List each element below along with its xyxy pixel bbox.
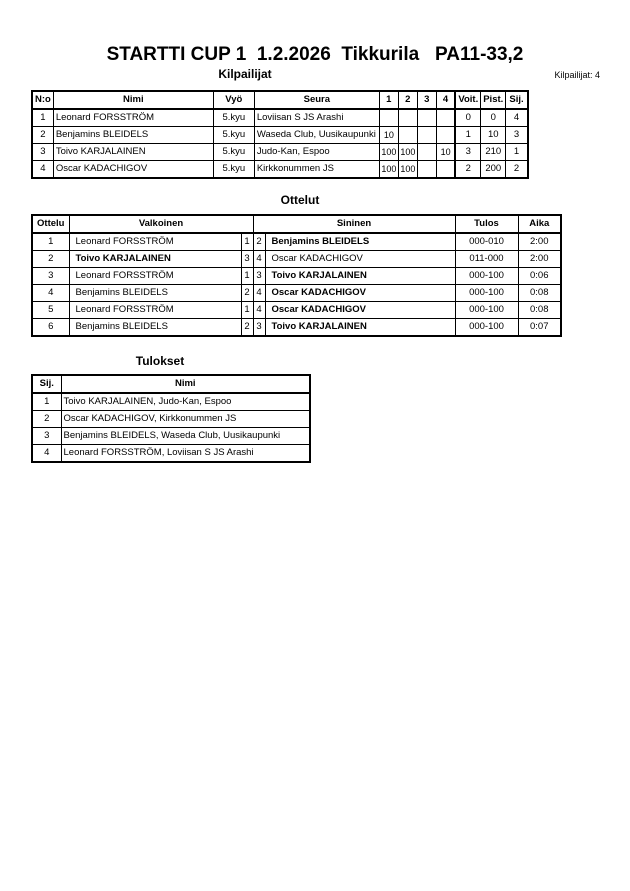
match-white-no: 1	[241, 268, 253, 285]
match-blue-name: Benjamins BLEIDELS	[265, 233, 455, 251]
competitor-score-2: 100	[398, 161, 417, 179]
match-blue-no: 4	[253, 302, 265, 319]
match-no: 5	[32, 302, 69, 319]
match-time: 0:06	[518, 268, 561, 285]
match-white-no: 3	[241, 251, 253, 268]
competitor-score-4	[436, 161, 455, 179]
competitor-score-4	[436, 127, 455, 144]
result-name: Toivo KARJALAINEN, Judo-Kan, Espoo	[61, 393, 310, 411]
match-time: 0:08	[518, 285, 561, 302]
competitor-score-1	[379, 109, 398, 127]
match-blue-no: 3	[253, 268, 265, 285]
matches-heading: Ottelut	[280, 193, 320, 207]
match-row	[32, 285, 561, 302]
results-heading: Tulokset	[135, 354, 185, 368]
col-header-score-1: 1	[379, 91, 398, 109]
match-white-no: 2	[241, 319, 253, 337]
competitor-belt: 5.kyu	[213, 109, 254, 127]
competitor-wins: 2	[455, 161, 480, 179]
col-header-time: Aika	[518, 215, 561, 233]
competitor-score-1: 100	[379, 161, 398, 179]
result-row	[32, 428, 310, 445]
competitor-belt: 5.kyu	[213, 144, 254, 161]
result-name: Oscar KADACHIGOV, Kirkkonummen JS	[61, 411, 310, 428]
col-header-belt: Vyö	[213, 91, 254, 109]
competitor-points: 10	[481, 127, 506, 144]
match-white-no: 2	[241, 285, 253, 302]
competitor-club: Loviisan S JS Arashi	[254, 109, 379, 127]
match-blue-no: 3	[253, 319, 265, 337]
competitor-score-3	[417, 127, 436, 144]
match-time: 0:08	[518, 302, 561, 319]
match-row	[32, 233, 561, 251]
col-header-points: Pist.	[481, 91, 506, 109]
match-no: 2	[32, 251, 69, 268]
competitor-belt: 5.kyu	[213, 161, 254, 179]
result-place: 2	[32, 411, 61, 428]
result-place: 1	[32, 393, 61, 411]
match-row	[32, 268, 561, 285]
col-header-match: Ottelu	[32, 215, 69, 233]
match-white-name: Toivo KARJALAINEN	[69, 251, 241, 268]
col-header-white: Valkoinen	[69, 215, 253, 233]
col-header-club: Seura	[254, 91, 379, 109]
match-blue-name: Oscar KADACHIGOV	[265, 302, 455, 319]
match-white-no: 1	[241, 233, 253, 251]
competitor-row	[32, 109, 528, 127]
col-header-wins: Voit.	[455, 91, 480, 109]
match-white-name: Leonard FORSSTRÖM	[69, 268, 241, 285]
col-header-score-2: 2	[398, 91, 417, 109]
match-result: 011-000	[455, 251, 518, 268]
match-row	[32, 251, 561, 268]
match-result: 000-100	[455, 285, 518, 302]
competitor-row	[32, 161, 528, 179]
match-blue-name: Toivo KARJALAINEN	[265, 268, 455, 285]
competitor-no: 3	[32, 144, 53, 161]
competitor-place: 4	[506, 109, 528, 127]
competitor-club: Judo-Kan, Espoo	[254, 144, 379, 161]
competitor-belt: 5.kyu	[213, 127, 254, 144]
competitor-name: Leonard FORSSTRÖM	[53, 109, 213, 127]
competitor-name: Oscar KADACHIGOV	[53, 161, 213, 179]
competitor-score-2	[398, 127, 417, 144]
match-result: 000-010	[455, 233, 518, 251]
match-blue-no: 4	[253, 285, 265, 302]
result-place: 4	[32, 445, 61, 463]
competitor-place: 1	[506, 144, 528, 161]
competitor-score-1: 10	[379, 127, 398, 144]
result-name: Benjamins BLEIDELS, Waseda Club, Uusikaupunki	[61, 428, 310, 445]
competitor-club: Waseda Club, Uusikaupunki	[254, 127, 379, 144]
competitor-score-3	[417, 144, 436, 161]
match-time: 0:07	[518, 319, 561, 337]
match-blue-name: Oscar KADACHIGOV	[265, 285, 455, 302]
match-no: 1	[32, 233, 69, 251]
col-header-name: Nimi	[61, 375, 310, 393]
match-no: 4	[32, 285, 69, 302]
matches-table	[31, 214, 562, 337]
page-title: STARTTI CUP 1 1.2.2026 Tikkurila PA11-33,2	[106, 44, 524, 65]
competitor-points: 210	[481, 144, 506, 161]
competitors-header-row	[32, 91, 528, 109]
competitor-wins: 0	[455, 109, 480, 127]
col-header-name: Nimi	[53, 91, 213, 109]
competitor-count: Kilpailijat: 4	[554, 70, 600, 80]
col-header-score-3: 3	[417, 91, 436, 109]
match-white-name: Leonard FORSSTRÖM	[69, 302, 241, 319]
competitors-heading: Kilpailijat	[218, 67, 272, 81]
match-white-name: Benjamins BLEIDELS	[69, 285, 241, 302]
match-blue-name: Toivo KARJALAINEN	[265, 319, 455, 337]
match-time: 2:00	[518, 251, 561, 268]
result-name: Leonard FORSSTRÖM, Loviisan S JS Arashi	[61, 445, 310, 463]
competitor-row	[32, 127, 528, 144]
competitor-no: 2	[32, 127, 53, 144]
match-row	[32, 319, 561, 337]
match-time: 2:00	[518, 233, 561, 251]
match-white-name: Leonard FORSSTRÖM	[69, 233, 241, 251]
competitor-points: 0	[481, 109, 506, 127]
results-table	[31, 374, 311, 463]
competitor-score-4: 10	[436, 144, 455, 161]
competitor-wins: 3	[455, 144, 480, 161]
match-blue-no: 4	[253, 251, 265, 268]
competitor-no: 4	[32, 161, 53, 179]
competitor-name: Benjamins BLEIDELS	[53, 127, 213, 144]
results-header-row	[32, 375, 310, 393]
match-row	[32, 302, 561, 319]
col-header-place: Sij.	[506, 91, 528, 109]
result-place: 3	[32, 428, 61, 445]
match-white-name: Benjamins BLEIDELS	[69, 319, 241, 337]
competitor-wins: 1	[455, 127, 480, 144]
competitor-score-4	[436, 109, 455, 127]
col-header-place: Sij.	[32, 375, 61, 393]
competitors-table	[31, 90, 529, 179]
competitor-score-2	[398, 109, 417, 127]
competitor-club: Kirkkonummen JS	[254, 161, 379, 179]
matches-header-row	[32, 215, 561, 233]
competitor-place: 2	[506, 161, 528, 179]
match-no: 6	[32, 319, 69, 337]
competitor-points: 200	[481, 161, 506, 179]
competitor-no: 1	[32, 109, 53, 127]
match-white-no: 1	[241, 302, 253, 319]
match-result: 000-100	[455, 268, 518, 285]
col-header-no: N:o	[32, 91, 53, 109]
col-header-score-4: 4	[436, 91, 455, 109]
col-header-result: Tulos	[455, 215, 518, 233]
match-blue-no: 2	[253, 233, 265, 251]
competitor-score-3	[417, 109, 436, 127]
match-result: 000-100	[455, 319, 518, 337]
col-header-blue: Sininen	[253, 215, 455, 233]
result-row	[32, 411, 310, 428]
competitor-score-2: 100	[398, 144, 417, 161]
competitor-name: Toivo KARJALAINEN	[53, 144, 213, 161]
competitor-score-3	[417, 161, 436, 179]
result-row	[32, 445, 310, 463]
match-blue-name: Oscar KADACHIGOV	[265, 251, 455, 268]
competitor-row	[32, 144, 528, 161]
match-no: 3	[32, 268, 69, 285]
match-result: 000-100	[455, 302, 518, 319]
competitor-place: 3	[506, 127, 528, 144]
competitor-score-1: 100	[379, 144, 398, 161]
result-row	[32, 393, 310, 411]
